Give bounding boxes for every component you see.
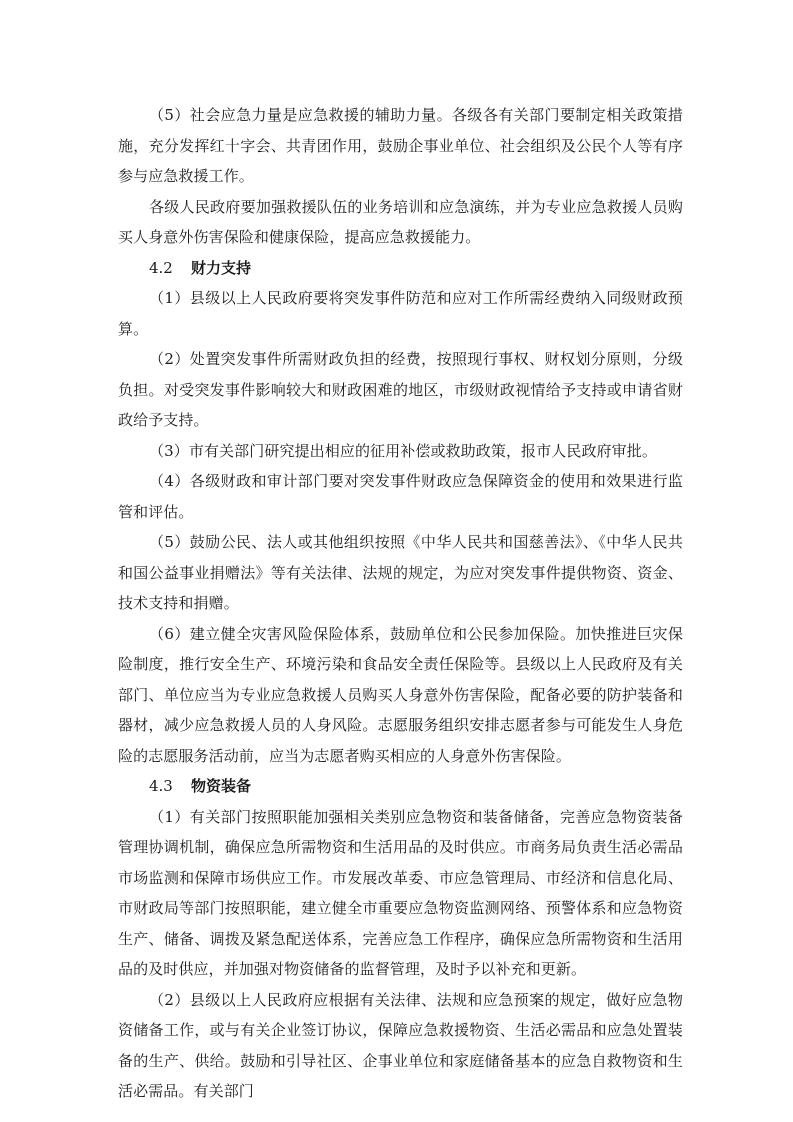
- section-heading-4-2: [118, 253, 683, 284]
- section-number: 4.3: [149, 777, 173, 795]
- paragraph-audit-supervision: （4）各级财政和审计部门要对突发事件财政应急保障资金的使用和效果进行监管和评估。: [118, 472, 683, 521]
- paragraph-insurance-system: （6）建立健全灾害风险保险体系，鼓励单位和公民参加保险。加快推进巨灾保险制度，推行安全生产、环境污染和食品安全责任保险等。县级以上人民政府及有关部门、单位应当为专业应急救援人员购买人身意外伤害保险，配备必要的防护装备和器材，减少应急救援人员的人身风险。志愿服务组织安排志愿者参与可能发生人身危险的志愿服务活动前，应当为志愿者购买相应的人身意外伤害保险。: [118, 624, 683, 765]
- section-number: 4.2: [149, 258, 173, 277]
- section-title: 物资装备: [191, 777, 252, 795]
- paragraph-compensation-policy: （3）市有关部门研究提出相应的征用补偿或救助政策，报市人民政府审批。: [149, 441, 657, 460]
- section-title: 财力支持: [191, 258, 252, 277]
- paragraph-training-insurance: 各级人民政府要加强救援队伍的业务培训和应急演练，并为专业应急救援人员购买人身意外伤害保险和健康保险，提高应急救援能力。: [118, 197, 683, 246]
- section-heading-4-3: [118, 771, 683, 802]
- paragraph-donations: （5）鼓励公民、法人或其他组织按照《中华人民共和国慈善法》、《中华人民共和国公益事业捐赠法》等有关法律、法规的规定，为应对突发事件提供物资、资金、技术支持和捐赠。: [118, 533, 683, 612]
- document-page: [118, 100, 683, 1107]
- paragraph-funding-burden: （2）处置突发事件所需财政负担的经费，按照现行事权、财权划分原则，分级负担。对受突发事件影响较大和财政困难的地区，市级财政视情给予支持或申请省财政给予支持。: [118, 350, 683, 429]
- paragraph-social-rescue-forces: （5）社会应急力量是应急救援的辅助力量。各级各有关部门要制定相关政策措施，充分发挥红十字会、共青团作用，鼓励企事业单位、社会组织及公民个人等有序参与应急救援工作。: [118, 106, 683, 185]
- paragraph-material-reserves: （1）有关部门按照职能加强相关类别应急物资和装备储备，完善应急物资装备管理协调机制，确保应急所需物资和生活用品的及时供应。市商务局负责生活必需品市场监测和保障市场供应工作。市发展改革委、市应急管理局、市经济和信息化局、市财政局等部门按照职能，建立健全市重要应急物资监测网络、预警体系和应急物资生产、储备、调拨及紧急配送体系，完善应急工作程序，确保应急所需物资和生活用品的及时供应，并加强对物资储备的监督管理，及时予以补充和更新。: [118, 807, 683, 978]
- paragraph-budget: （1）县级以上人民政府要将突发事件防范和应对工作所需经费纳入同级财政预算。: [118, 289, 683, 338]
- paragraph-county-reserves: （2）县级以上人民政府应根据有关法律、法规和应急预案的规定，做好应急物资储备工作，或与有关企业签订协议，保障应急救援物资、生活必需品和应急处置装备的生产、供给。鼓励和引导社区、企事业单位和家庭储备基本的应急自救物资和生活必需品。有关部门: [118, 990, 683, 1100]
